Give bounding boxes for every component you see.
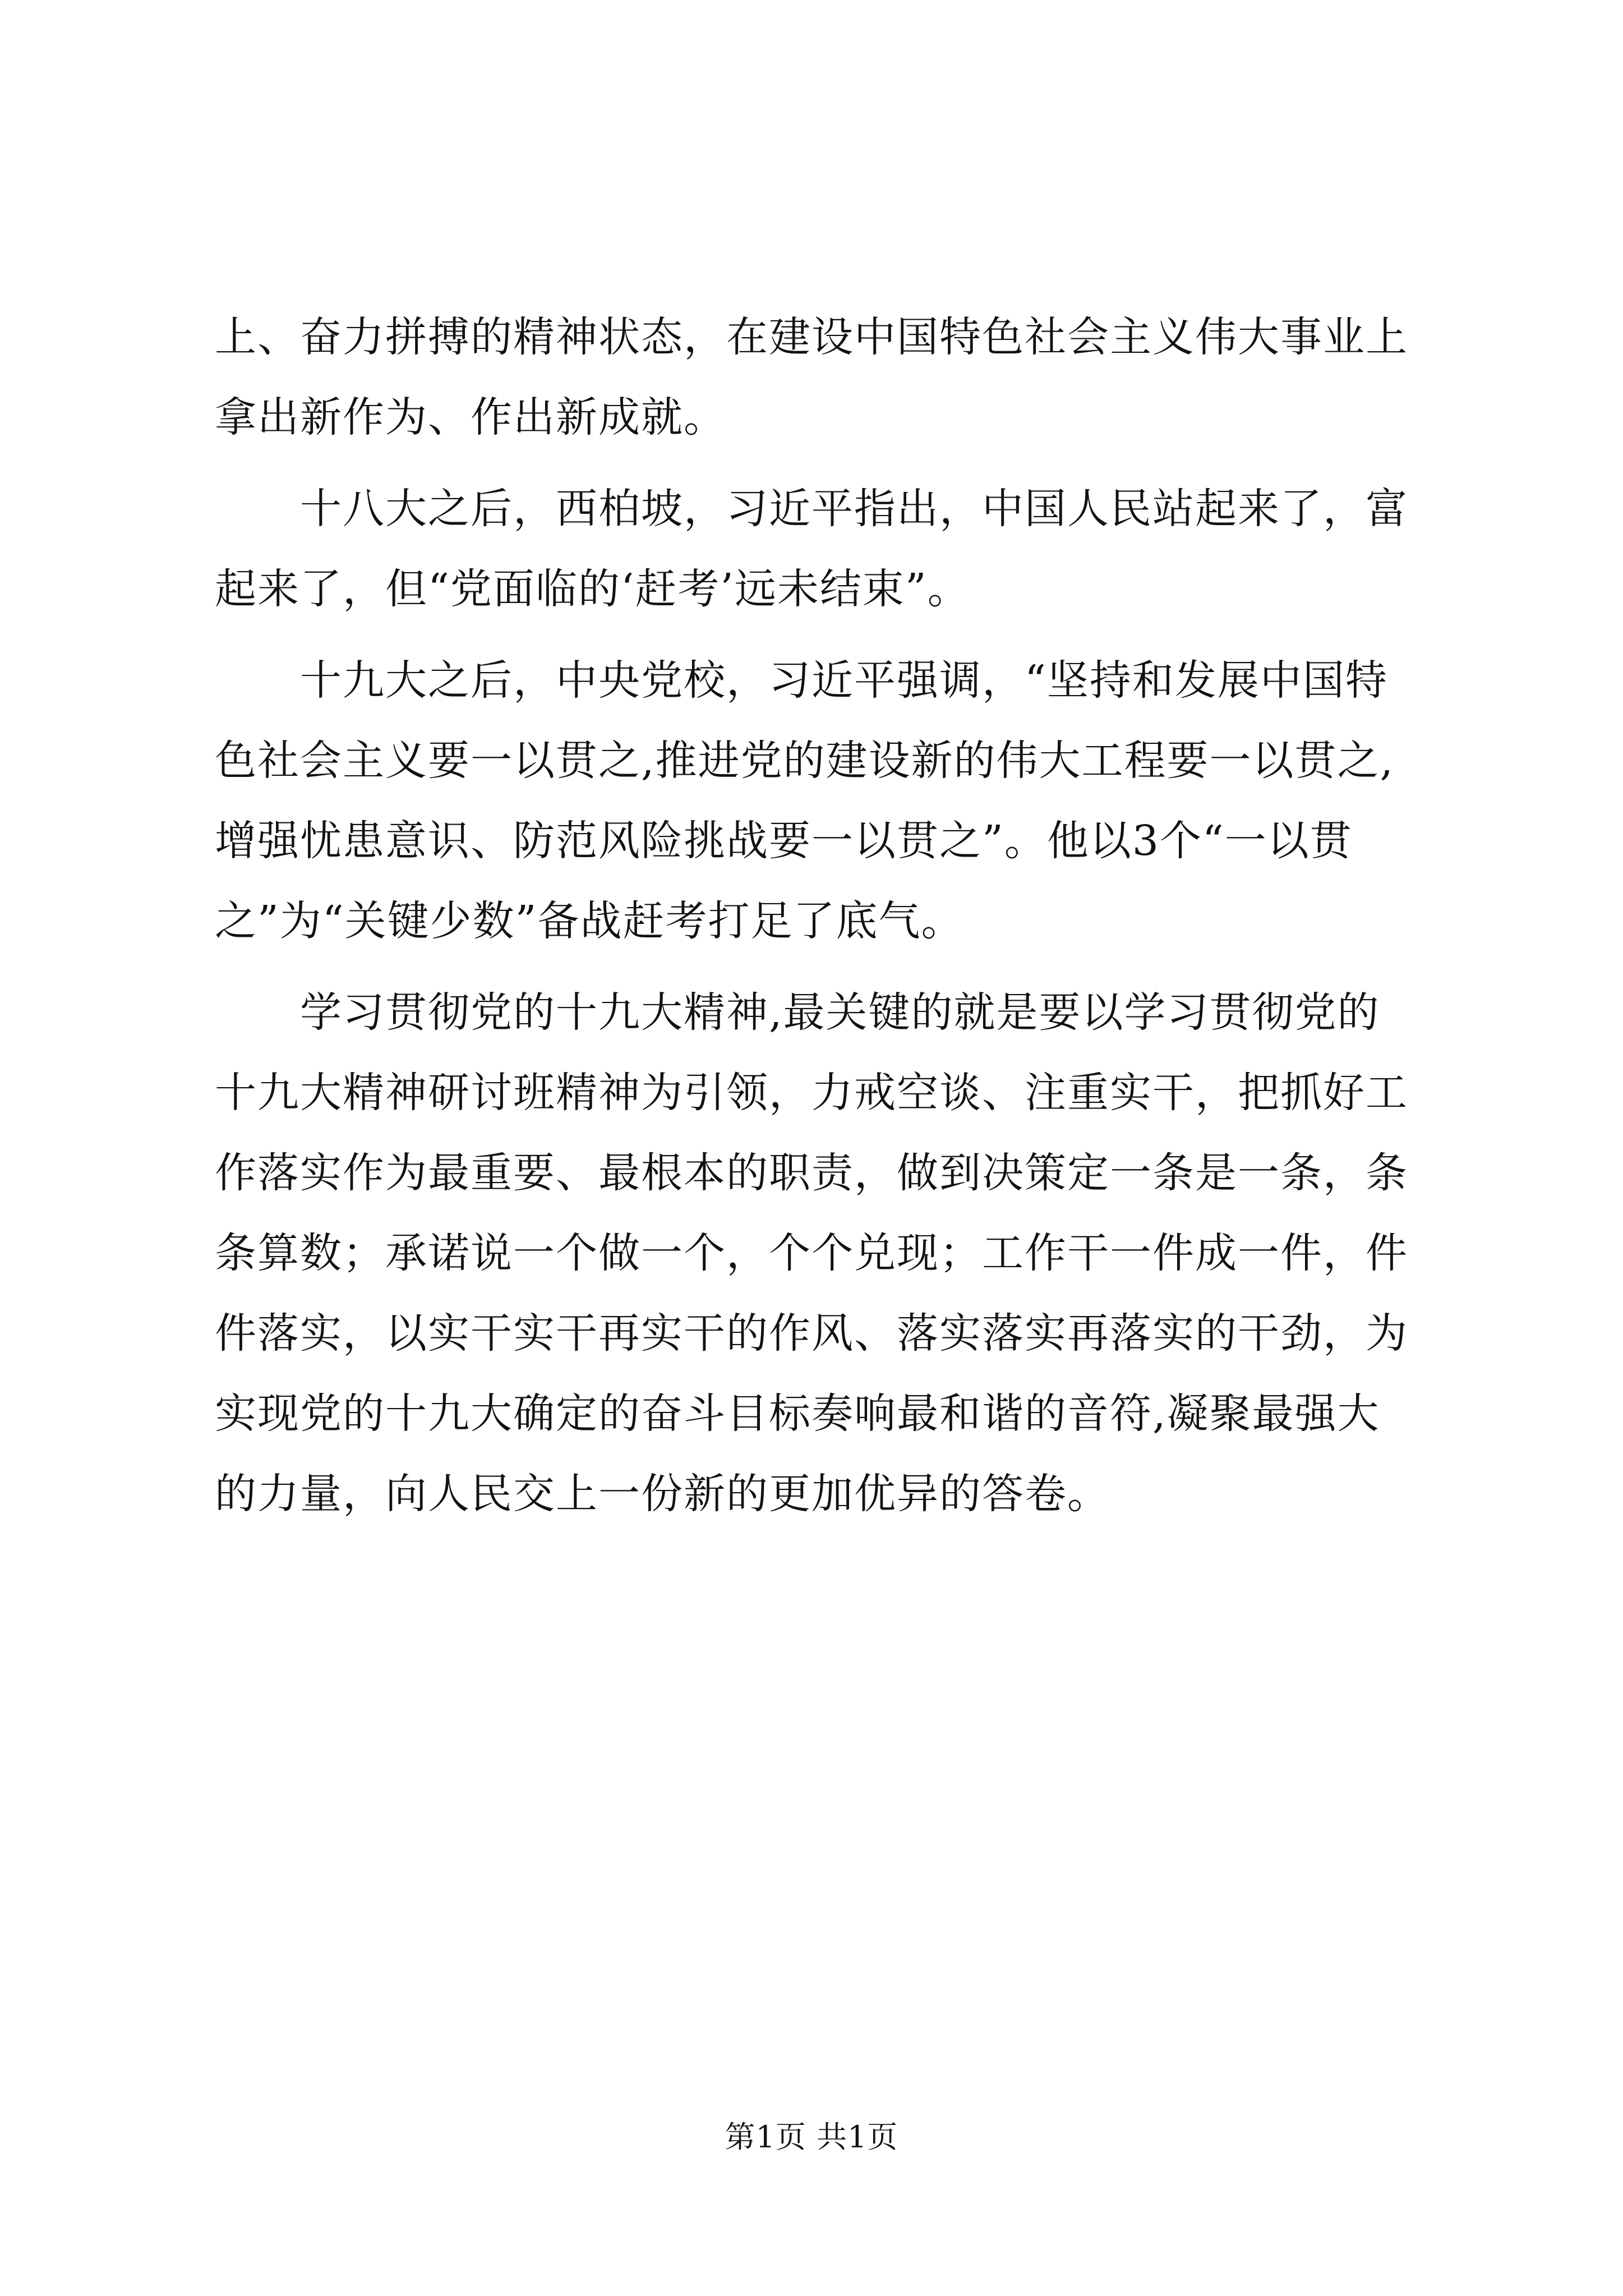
paragraph-gap xyxy=(215,961,1437,973)
text-line-4: 起来了，但“党面临的‘赶考’远未结束”。 xyxy=(215,565,970,613)
text-line-12: 条算数；承诺说一个做一个，个个兑现；工作干一件成一件，件 xyxy=(215,1229,1408,1277)
text-line-2: 拿出新作为、作出新成就。 xyxy=(215,393,726,441)
text-line-6: 色社会主义要一以贯之,推进党的建设新的伟大工程要一以贯之, xyxy=(215,737,1395,785)
text-line-7: 增强忧患意识、防范风险挑战要一以贯之”。他以3个“一以贯 xyxy=(215,817,1353,865)
page-number: 第1页 共1页 xyxy=(725,2119,898,2155)
paragraph-gap xyxy=(215,458,1437,469)
text-line-14: 实现党的十九大确定的奋斗目标奏响最和谐的音符,凝聚最强大 xyxy=(215,1389,1380,1438)
paragraph-gap xyxy=(215,629,1437,641)
text-line-10: 十九大精神研讨班精神为引领，力戒空谈、注重实干，把抓好工 xyxy=(215,1069,1408,1117)
text-line-5: 十九大之后，中央党校，习近平强调，“坚持和发展中国特 xyxy=(215,656,1388,705)
text-line-1: 上、奋力拼搏的精神状态，在建设中国特色社会主义伟大事业上 xyxy=(215,313,1408,361)
text-line-11: 作落实作为最重要、最根本的职责，做到决策定一条是一条，条 xyxy=(215,1149,1408,1197)
text-line-15: 的力量，向人民交上一份新的更加优异的答卷。 xyxy=(215,1470,1110,1518)
text-line-13: 件落实，以实干实干再实干的作风、落实落实再落实的干劲，为 xyxy=(215,1309,1408,1358)
text-line-9: 学习贯彻党的十九大精神,最关键的就是要以学习贯彻党的 xyxy=(215,988,1380,1037)
text-line-8: 之”为“关键少数”备战赶考打足了底气。 xyxy=(215,897,964,945)
document-body xyxy=(215,297,1437,1534)
text-line-3: 十八大之后，西柏坡，习近平指出，中国人民站起来了，富 xyxy=(215,485,1408,533)
